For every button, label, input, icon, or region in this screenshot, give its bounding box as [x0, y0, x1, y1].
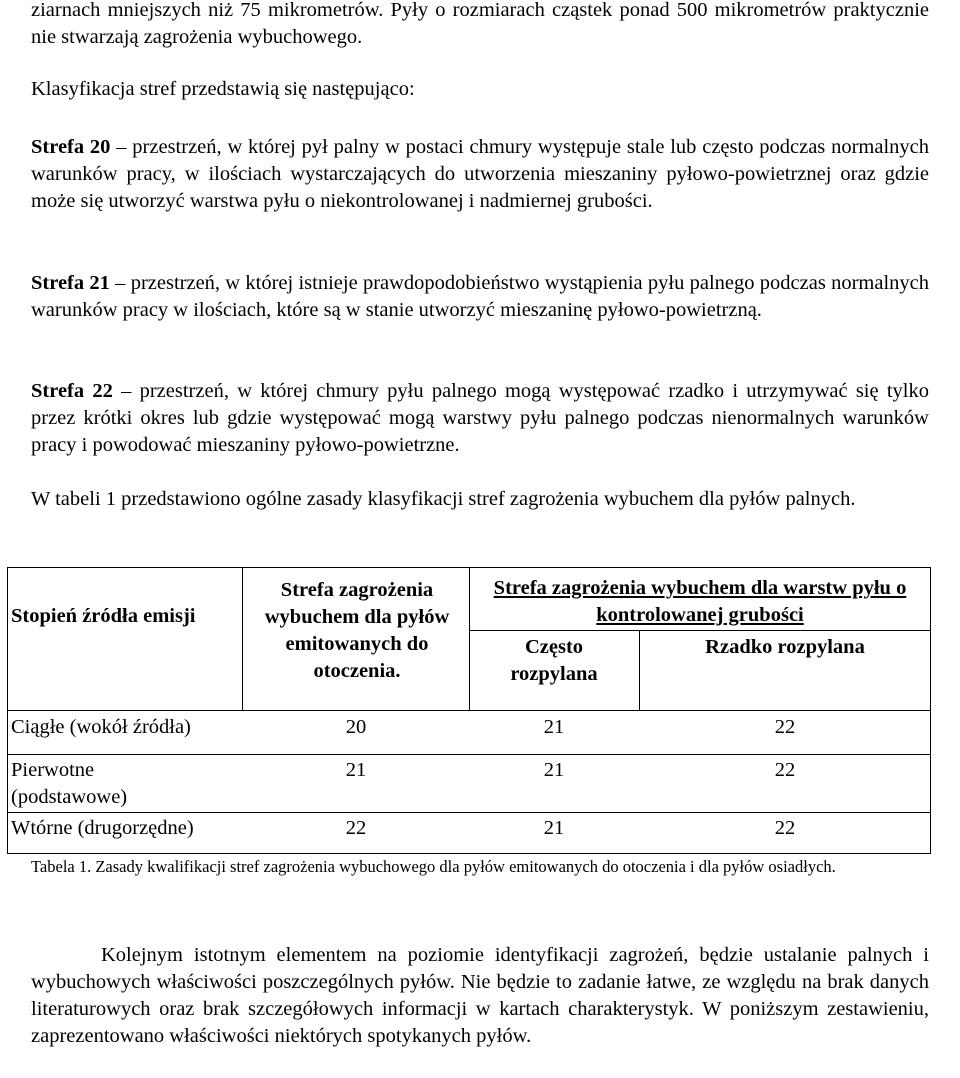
header-rarely-dispersed: Rzadko rozpylana	[705, 636, 865, 658]
table-row-line-1	[7, 754, 931, 755]
row-2-rare-zone: 22	[774, 759, 796, 781]
zone-22-text: – przestrzeń, w której chmury pyłu palnego mogą występować rzadko i utrzymywać się tylko przez krótki okres lub gdzie występować mogą warstwy pyłu palnego podczas nienormalnych warunków pracy i powodować mieszaniny pyłowo-powietrzne.	[31, 380, 929, 456]
table-border-bottom	[7, 853, 931, 854]
row-3-often-zone: 21	[543, 817, 565, 839]
row-1-rare-zone: 22	[774, 716, 796, 738]
zone-22-label: Strefa 22	[31, 380, 113, 402]
row-3-source: Wtórne (drugorzędne)	[11, 817, 194, 839]
table-subheader-line	[469, 630, 931, 631]
paragraph-table-intro: W tabeli 1 przedstawiono ogólne zasady klasyfikacji stref zagrożenia wybuchem dla pyłów palnych.	[31, 488, 856, 510]
paragraph-zone-classification-intro: Klasyfikacja stref przedstawią się następująco:	[31, 78, 415, 100]
paragraph-zone-22	[31, 378, 929, 459]
paragraph-zone-21	[31, 270, 929, 324]
row-3-cloud-zone: 22	[345, 817, 367, 839]
table-caption: Tabela 1. Zasady kwalifikacji stref zagrożenia wybuchowego dla pyłów emitowanych do otoczenia i dla pyłów osiadłych.	[31, 857, 836, 876]
row-1-source: Ciągłe (wokół źródła)	[11, 716, 191, 738]
row-1-cloud-zone: 20	[345, 716, 367, 738]
table-col-divider-1	[242, 567, 243, 710]
header-often-dispersed: Często rozpylana	[510, 636, 598, 685]
zone-20-text: – przestrzeń, w której pył palny w postaci chmury występuje stale lub często podczas normalnych warunków pracy, w ilościach wystarczających do utworzenia mieszaniny pyłowo-powietrznej oraz gdzie może się utworzyć warstwa pyłu o niekontrolowanej i nadmiernej grubości.	[31, 136, 929, 212]
row-3-rare-zone: 22	[774, 817, 796, 839]
paragraph-zone-20	[31, 134, 929, 215]
table-row-line-2	[7, 812, 931, 813]
row-1-often-zone: 21	[543, 716, 565, 738]
zone-20-label: Strefa 20	[31, 136, 111, 158]
header-cloud-zone: Strefa zagrożenia wybuchem dla pyłów emitowanych do otoczenia.	[264, 579, 450, 682]
table-border-right	[930, 567, 931, 854]
table-border-left	[7, 567, 8, 854]
header-layer-zone: Strefa zagrożenia wybuchem dla warstw pyłu o kontrolowanej grubości	[493, 577, 907, 626]
row-2-cloud-zone: 21	[345, 759, 367, 781]
table-header-bottom-line	[7, 710, 931, 711]
row-2-source: Pierwotne (podstawowe)	[11, 759, 128, 808]
zone-21-label: Strefa 21	[31, 272, 110, 294]
paragraph-dust-size: ziarnach mniejszych niż 75 mikrometrów. Pyły o rozmiarach cząstek ponad 500 mikrometrów praktycznie nie stwarzają zagrożenia wybuchowego.	[31, 0, 929, 48]
header-source: Stopień źródła emisji	[11, 605, 196, 627]
paragraph-identification: Kolejnym istotnym elementem na poziomie identyfikacji zagrożeń, będzie ustalanie palnych i wybuchowych właściwości poszczególnych pyłów. Nie będzie to zadanie łatwe, ze względu na brak danych literaturowych oraz brak szczegółowych informacji w kartach charakterystyk. W poniższym zestawieniu, zaprezentowano właściwości niektórych spotykanych pyłów.	[31, 944, 929, 1047]
row-2-often-zone: 21	[543, 759, 565, 781]
zone-classification-table	[7, 567, 931, 854]
zone-21-text: – przestrzeń, w której istnieje prawdopodobieństwo wystąpienia pyłu palnego podczas normalnych warunków pracy w ilościach, które są w stanie utworzyć mieszaninę pyłowo-powietrzną.	[31, 272, 929, 321]
